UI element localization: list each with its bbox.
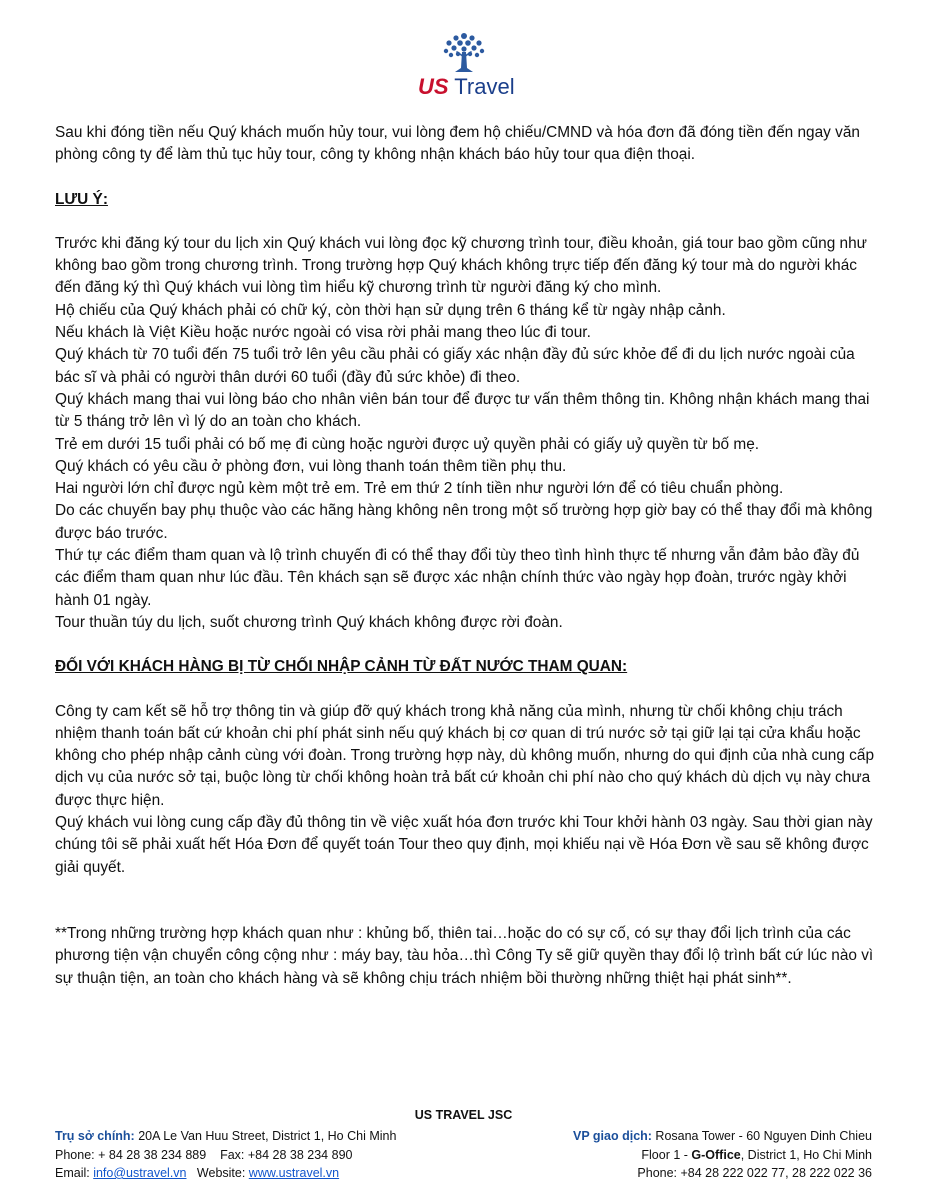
- refused-entry-heading: ĐỐI VỚI KHÁCH HÀNG BỊ TỪ CHỐI NHẬP CẢNH TỪ ĐẤT NƯỚC THAM QUAN:: [55, 658, 628, 676]
- note-heading: LƯU Ý:: [55, 190, 108, 208]
- phone-fax: Phone: + 84 28 38 234 889 Fax: +84 28 38 234 890: [55, 1147, 353, 1162]
- website-link[interactable]: www.ustravel.vn: [248, 1166, 340, 1180]
- footer-office: [573, 1127, 872, 1183]
- floor-prefix: Floor 1 -: [641, 1147, 692, 1162]
- document-body: [55, 122, 875, 990]
- floor-office: G-Office: [691, 1147, 741, 1162]
- note-item: Tour thuần túy du lịch, suốt chương trình Quý khách không được rời đoàn.: [55, 613, 563, 631]
- office-label: VP giao dịch:: [573, 1129, 652, 1143]
- note-item: Quý khách từ 70 tuổi đến 75 tuổi trở lên yêu cầu phải có giấy xác nhận đầy đủ sức khỏe để đi du lịch nước ngoài của bác sĩ và phải có người thân dưới 60 tuổi (đầy đủ sức khỏe) đi theo.: [55, 346, 855, 386]
- floor-suffix: , District 1, Ho Chi Minh: [740, 1147, 872, 1162]
- note-item: Quý khách mang thai vui lòng báo cho nhân viên bán tour để được tư vấn thêm thông tin. Không nhận khách mang thai từ 5 tháng trở lên vì lý do an toàn cho khách.: [55, 390, 870, 431]
- note-item: Trước khi đăng ký tour du lịch xin Quý khách vui lòng đọc kỹ chương trình tour, điều khoản, giá tour bao gồm cũng như không bao gồm trong chương trình. Trong trường hợp Quý khách không trực tiếp đến đăng ký tour mà do người khác đến đăng ký thì Quý khách vui lòng tìm hiểu kỹ chương trình từ người đăng ký cho mình.: [55, 234, 867, 297]
- office-address: Rosana Tower - 60 Nguyen Dinh Chieu: [651, 1129, 872, 1143]
- note-item: Thứ tự các điểm tham quan và lộ trình chuyến đi có thể thay đổi tùy theo tình hình thực tế nhưng vẫn đảm bảo đầy đủ các điểm tham quan như lúc đầu. Tên khách sạn sẽ được xác nhận chính thức vào ngày họp đoàn, trước ngày khởi hành 01 ngày.: [55, 547, 860, 609]
- note-item: Quý khách có yêu cầu ở phòng đơn, vui lòng thanh toán thêm tiền phụ thu.: [55, 457, 567, 475]
- hq-address: 20A Le Van Huu Street, District 1, Ho Chi Minh: [134, 1129, 397, 1143]
- cancel-paragraph: Sau khi đóng tiền nếu Quý khách muốn hủy tour, vui lòng đem hộ chiếu/CMND và hóa đơn đã đóng tiền đến ngay văn phòng công ty để làm thủ tục hủy tour, công ty không nhận khách báo hủy tour qua điện thoại.: [55, 124, 860, 164]
- hq-label: Trụ sở chính:: [55, 1129, 135, 1143]
- email-link[interactable]: info@ustravel.vn: [93, 1166, 187, 1180]
- logo-travel: Travel: [454, 74, 515, 99]
- refused-paragraph: Công ty cam kết sẽ hỗ trợ thông tin và giúp đỡ quý khách trong khả năng của mình, nhưng từ chối không chịu trách nhiệm thanh toán bất cứ khoản chi phí phát sinh nếu quý khách bị cơ quan di trú nước sở tại giữ lại tại cửa khẩu hoặc không cho phép nhập cảnh cùng với đoàn. Trong trường hợp này, dù không muốn, nhưng do qui định của nhà cung cấp dịch vụ của nước sở tại, buộc lòng từ chối không hoàn trả bất cứ khoản chi phí nào cho quý khách dù dịch vụ này chưa được thực hiện.: [55, 702, 875, 809]
- office-phone: Phone: +84 28 222 022 77, 28 222 022 36: [637, 1166, 872, 1180]
- email-label: Email:: [55, 1166, 94, 1180]
- us-travel-logo: [410, 30, 520, 100]
- note-item: Hộ chiếu của Quý khách phải có chữ ký, còn thời hạn sử dụng trên 6 tháng kể từ ngày nhập cảnh.: [55, 301, 726, 319]
- website-label: Website:: [186, 1166, 249, 1180]
- tree-icon: [440, 30, 488, 74]
- invoice-paragraph: Quý khách vui lòng cung cấp đầy đủ thông tin về việc xuất hóa đơn trước khi Tour khởi hành 03 ngày. Sau thời gian này chúng tôi sẽ phải xuất hết Hóa Đơn để quyết toán Tour theo quy định, mọi khiếu nại về Hóa Đơn về sau sẽ không được giải quyết.: [55, 814, 873, 876]
- note-item: Do các chuyến bay phụ thuộc vào các hãng hàng không nên trong một số trường hợp giờ bay có thể thay đổi mà không được báo trước.: [55, 502, 873, 542]
- note-item: Trẻ em dưới 15 tuổi phải có bố mẹ đi cùng hoặc người được uỷ quyền phải có giấy uỷ quyền từ bố mẹ.: [55, 435, 760, 453]
- footer-company: US TRAVEL JSC: [414, 1108, 513, 1122]
- force-majeure-paragraph: **Trong những trường hợp khách quan như : khủng bố, thiên tai…hoặc do có sự cố, có sự thay đổi lịch trình của các phương tiện vận chuyển công cộng như : máy bay, tàu hỏa…thì Công Ty sẽ giữ quyền thay đổi lộ trình bất cứ lúc nào vì sự thuận tiện, an toàn cho khách hàng và sẽ không chịu trách nhiệm bồi thường những thiệt hại phát sinh**.: [55, 924, 874, 987]
- note-item: Nếu khách là Việt Kiều hoặc nước ngoài có visa rời phải mang theo lúc đi tour.: [55, 324, 591, 342]
- logo-wordmark: [418, 74, 515, 100]
- note-item: Hai người lớn chỉ được ngủ kèm một trẻ em. Trẻ em thứ 2 tính tiền như người lớn để có tiêu chuẩn phòng.: [55, 480, 784, 498]
- footer-head-office: [55, 1127, 396, 1183]
- logo-us: US: [418, 74, 449, 99]
